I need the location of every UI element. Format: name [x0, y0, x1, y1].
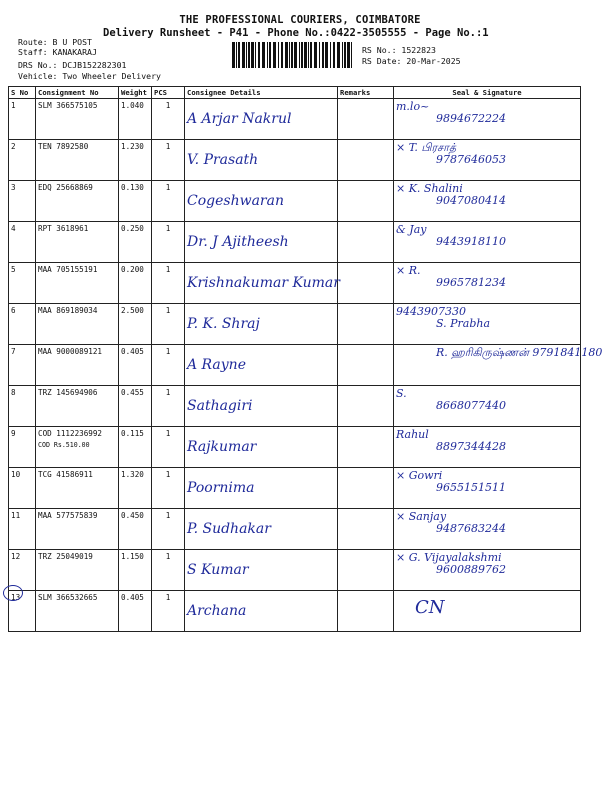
runsheet-title: Delivery Runsheet - P41 - Phone No.:0422-3505555 - Page No.:1 [103, 27, 489, 39]
consignee-cell [185, 591, 338, 632]
barcode-icon [232, 42, 354, 68]
barcode-bar [308, 42, 309, 68]
consignment-no: EDQ 25668869 [38, 183, 93, 192]
weight-cell: 0.200 [119, 263, 152, 304]
signature-line: Rahul [396, 428, 429, 441]
signature-cell [394, 140, 581, 181]
barcode-bar [232, 42, 235, 68]
consignee-name: P. K. Shraj [187, 316, 260, 332]
sno-cell: 4 [9, 222, 36, 263]
consignee-cell [185, 181, 338, 222]
consignee-cell [185, 427, 338, 468]
weight-cell: 0.130 [119, 181, 152, 222]
consignee-name: Cogeshwaran [187, 193, 284, 209]
table-row [9, 140, 581, 181]
remarks-cell [338, 222, 394, 263]
consignee-cell [185, 140, 338, 181]
remarks-cell [338, 181, 394, 222]
barcode-bar [236, 42, 237, 68]
consignment-no: COD 1112236992 [38, 429, 103, 438]
consignment-cell [36, 550, 119, 591]
barcode-bar [242, 42, 245, 68]
consignee-name: Poornima [187, 480, 255, 496]
consignment-no: SLM 366532665 [38, 593, 98, 602]
barcode-bar [325, 42, 328, 68]
signature-cell [394, 99, 581, 140]
barcode-bar [285, 42, 288, 68]
signature-phone: R. ஹரிகிருஷ்ணன் 9791841180 [436, 346, 602, 359]
sno-cell: 8 [9, 386, 36, 427]
consignment-no: MAA 869189034 [38, 306, 98, 315]
weight-cell: 1.040 [119, 99, 152, 140]
signature-phone: 9487683244 [436, 522, 506, 535]
table-row [9, 99, 581, 140]
barcode-bar [310, 42, 312, 68]
drs-line [18, 60, 126, 70]
signature-cell [394, 263, 581, 304]
weight-cell: 0.455 [119, 386, 152, 427]
pcs-cell: 1 [152, 140, 185, 181]
consignee-cell [185, 509, 338, 550]
barcode-bar [351, 42, 352, 68]
weight-cell: 1.150 [119, 550, 152, 591]
barcode-bar [330, 42, 331, 68]
signature-cell [394, 222, 581, 263]
staff-label: Staff: [18, 47, 48, 57]
weight-cell: 0.405 [119, 591, 152, 632]
consignee-cell [185, 222, 338, 263]
col-remarks: Remarks [338, 87, 394, 99]
staff-line [18, 47, 97, 57]
consignment-cell [36, 304, 119, 345]
pcs-cell: 1 [152, 99, 185, 140]
remarks-cell [338, 591, 394, 632]
rs-number: RS No.: 1522823 [362, 45, 436, 55]
drs-label: DRS No.: [18, 60, 58, 70]
consignee-name: S Kumar [187, 562, 249, 578]
signature-phone: 9787646053 [436, 153, 506, 166]
signature-cell [394, 304, 581, 345]
weight-cell: 1.320 [119, 468, 152, 509]
circled-row-mark [3, 585, 23, 601]
consignment-no: TEN 7892580 [38, 142, 89, 151]
signature-cell [394, 345, 602, 386]
signature-phone: 9047080414 [436, 194, 506, 207]
table-header-row [9, 87, 581, 99]
barcode-bar [258, 42, 260, 68]
pcs-cell: 1 [152, 509, 185, 550]
table-row [9, 222, 581, 263]
consignment-no: TRZ 25049019 [38, 552, 93, 561]
barcode-bar [238, 42, 240, 68]
signature-line: × R. [396, 264, 421, 277]
handwritten-note: CN [415, 597, 445, 618]
barcode-bar [347, 42, 350, 68]
pcs-cell: 1 [152, 427, 185, 468]
signature-cell [394, 181, 581, 222]
consignee-name: A Arjar Nakrul [187, 111, 292, 127]
signature-line: 9443907330 [396, 305, 466, 318]
consignee-cell [185, 304, 338, 345]
barcode-bar [342, 42, 343, 68]
remarks-cell [338, 99, 394, 140]
consignee-cell [185, 468, 338, 509]
sno-cell: 3 [9, 181, 36, 222]
company-title: THE PROFESSIONAL COURIERS, COIMBATORE [179, 14, 421, 26]
consignment-no: TRZ 145694906 [38, 388, 98, 397]
signature-phone: S. Prabha [436, 317, 491, 330]
table-row [9, 345, 581, 386]
barcode-bar [337, 42, 340, 68]
remarks-cell [338, 550, 394, 591]
consignment-no: TCG 41586911 [38, 470, 93, 479]
pcs-cell: 1 [152, 345, 185, 386]
consignment-no: SLM 366575105 [38, 101, 98, 110]
remarks-cell [338, 386, 394, 427]
weight-cell: 0.405 [119, 345, 152, 386]
col-pcs: PCS [152, 87, 185, 99]
signature-phone: 9965781234 [436, 276, 506, 289]
barcode-bar [248, 42, 250, 68]
consignment-cell [36, 222, 119, 263]
barcode-bar [294, 42, 297, 68]
barcode-bar [251, 42, 254, 68]
barcode-bar [333, 42, 335, 68]
consignment-cell [36, 468, 119, 509]
sno-cell: 7 [9, 345, 36, 386]
consignment-cell [36, 181, 119, 222]
remarks-cell [338, 263, 394, 304]
staff-value: KANAKARAJ [52, 47, 97, 57]
sno-cell: 13 [9, 591, 36, 632]
weight-cell: 2.500 [119, 304, 152, 345]
barcode-bar [319, 42, 320, 68]
consignee-name: Sathagiri [187, 398, 253, 414]
col-weight: Weight [119, 87, 152, 99]
consignee-name: P. Sudhakar [187, 521, 271, 537]
remarks-cell [338, 304, 394, 345]
weight-cell: 1.230 [119, 140, 152, 181]
remarks-cell [338, 140, 394, 181]
col-sno: S No [9, 87, 36, 99]
pcs-cell: 1 [152, 591, 185, 632]
route-label: Route: B U POST [18, 37, 92, 47]
pcs-cell: 1 [152, 222, 185, 263]
signature-line: m.lo~ [396, 100, 430, 113]
weight-cell: 0.450 [119, 509, 152, 550]
consignee-cell [185, 263, 338, 304]
remarks-cell [338, 427, 394, 468]
barcode-bar [289, 42, 290, 68]
signature-phone: 9443918110 [436, 235, 506, 248]
sno-cell: 2 [9, 140, 36, 181]
consignee-cell [185, 550, 338, 591]
sno-cell: 9 [9, 427, 36, 468]
pcs-cell: 1 [152, 550, 185, 591]
signature-cell [394, 468, 581, 509]
signature-line: × G. Vijayalakshmi [396, 551, 502, 564]
barcode-bar [322, 42, 324, 68]
pcs-cell: 1 [152, 263, 185, 304]
consignee-name: Rajkumar [187, 439, 257, 455]
signature-phone: 9600889762 [436, 563, 506, 576]
remarks-cell [338, 345, 394, 386]
weight-cell: 0.115 [119, 427, 152, 468]
signature-line: × K. Shalini [396, 182, 463, 195]
sno-cell: 1 [9, 99, 36, 140]
barcode-bar [262, 42, 265, 68]
barcode-bar [291, 42, 293, 68]
consignee-cell [185, 386, 338, 427]
pcs-cell: 1 [152, 386, 185, 427]
consignment-cell [36, 263, 119, 304]
pcs-cell: 1 [152, 468, 185, 509]
table-row [9, 386, 581, 427]
barcode-bar [281, 42, 283, 68]
consignment-no: RPT 3618961 [38, 224, 89, 233]
signature-line: × T. பிரசாத் [396, 141, 457, 154]
col-consignee: Consignee Details [185, 87, 338, 99]
consignment-cell [36, 140, 119, 181]
consignee-name: Krishnakumar Kumar [187, 275, 340, 291]
barcode-bar [255, 42, 256, 68]
barcode-bar [299, 42, 300, 68]
signature-phone: 8897344428 [436, 440, 506, 453]
sno-cell: 11 [9, 509, 36, 550]
sno-cell: 5 [9, 263, 36, 304]
barcode-bar [278, 42, 279, 68]
consignment-cell [36, 509, 119, 550]
signature-cell [394, 550, 581, 591]
consignee-name: A Rayne [187, 357, 246, 373]
consignment-no: MAA 705155191 [38, 265, 98, 274]
rs-date: RS Date: 20-Mar-2025 [362, 56, 461, 66]
table-row [9, 304, 581, 345]
cod-amount: COD Rs.510.00 [38, 441, 90, 449]
consignee-name: Dr. J Ajitheesh [187, 234, 289, 250]
signature-phone: 8668077440 [436, 399, 506, 412]
barcode-bar [269, 42, 271, 68]
pcs-cell: 1 [152, 181, 185, 222]
col-signature: Seal & Signature [394, 87, 581, 99]
consignment-cell [36, 427, 119, 468]
table-row [9, 427, 581, 468]
signature-cell [394, 427, 581, 468]
signature-cell [394, 509, 581, 550]
consignee-cell [185, 345, 338, 386]
barcode-bar [246, 42, 247, 68]
table-row [9, 550, 581, 591]
table-row [9, 509, 581, 550]
table-row [9, 181, 581, 222]
barcode-bar [267, 42, 268, 68]
barcode-bar [273, 42, 276, 68]
drs-value: DCJB152282301 [62, 60, 127, 70]
weight-cell: 0.250 [119, 222, 152, 263]
consignee-name: Archana [187, 603, 247, 619]
consignment-cell [36, 99, 119, 140]
consignment-no: MAA 577575839 [38, 511, 98, 520]
signature-line: × Gowri [396, 469, 443, 482]
signature-line: & Jay [396, 223, 427, 236]
remarks-cell [338, 468, 394, 509]
sno-cell: 6 [9, 304, 36, 345]
barcode-bar [304, 42, 307, 68]
signature-line: × Sanjay [396, 510, 447, 523]
sno-cell: 12 [9, 550, 36, 591]
consignment-no: MAA 9000089121 [38, 347, 103, 356]
table-row [9, 468, 581, 509]
consignment-cell [36, 591, 119, 632]
consignment-cell [36, 345, 119, 386]
barcode-bar [314, 42, 317, 68]
table-row [9, 591, 581, 632]
barcode-bar [301, 42, 303, 68]
pcs-cell: 1 [152, 304, 185, 345]
barcode-bar [344, 42, 346, 68]
vehicle-label: Vehicle: Two Wheeler Delivery [18, 71, 161, 81]
signature-line: S. [396, 387, 407, 400]
consignment-cell [36, 386, 119, 427]
remarks-cell [338, 509, 394, 550]
signature-phone: 9655151511 [436, 481, 506, 494]
consignee-cell [185, 99, 338, 140]
signature-cell [394, 386, 581, 427]
sno-cell: 10 [9, 468, 36, 509]
consignee-name: V. Prasath [187, 152, 259, 168]
signature-phone: 9894672224 [436, 112, 506, 125]
runsheet-table [8, 86, 602, 632]
col-consignment: Consignment No [36, 87, 119, 99]
table-row [9, 263, 581, 304]
